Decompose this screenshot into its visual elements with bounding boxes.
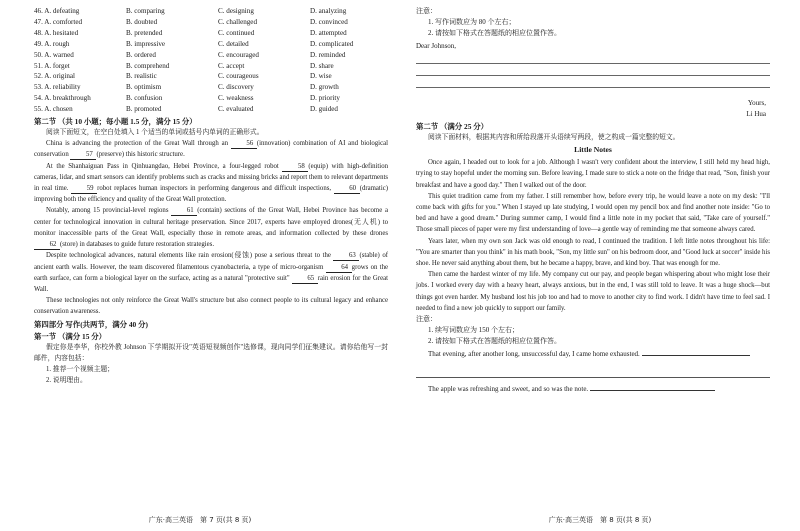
option-q49-b[interactable]: B. impressive <box>126 39 166 48</box>
sign-off: Yours, <box>747 99 766 107</box>
answer-line[interactable] <box>642 347 750 356</box>
writing-instruction: 假定你是李华，你校外教 Johnson 下学期拟开设"英语短视频创作"选修课，现向同学们征集建议。请你给他写一封邮件，内容包括： <box>34 343 388 362</box>
note-item-2: 2. 请按如下格式在答题纸的相应位置作答。 <box>428 29 561 37</box>
story-para: Once again, I headed out to look for a job. Although I wasn't very confident about the interview, I still held my head high, trying to stay hopeful under the morning sun. Before leaving, I made sure to stick a note on the fridge that read, "Son, finish your breakfast and have a good day." Then I walked out of the door. <box>416 159 770 189</box>
blank-61[interactable]: 61 <box>171 206 197 216</box>
passage-para-1: China is advancing the protection of the Great Wall through an 56 (innovation) combination of AI and biological conservation 57 (preserve) this historic structure. <box>34 140 388 159</box>
option-q52-b[interactable]: B. realistic <box>126 72 157 81</box>
story-para: Years later, when my own son Jack was old enough to read, I continued the tradition. I left little notes throughout his life: "You are smarter than you think" in his math book, "Son, my little sun" on his bedroom door, and "Good luck at soccer" inside his shoe. He never said anything about them, but he became a happy, brave, and kind boy. That was enough for me. <box>416 237 770 268</box>
writing-line[interactable] <box>416 52 770 64</box>
continuation-start-2: The apple was refreshing and sweet, and so was the note. <box>416 382 770 395</box>
note-item-1: 1. 写作词数应为 80 个左右； <box>428 18 516 26</box>
option-q51-b[interactable]: B. comprehend <box>126 61 170 70</box>
option-q51-c[interactable]: C. accept <box>218 61 245 70</box>
blank-58[interactable]: 58 <box>282 162 308 172</box>
option-q53-c[interactable]: C. discovery <box>218 83 254 92</box>
option-q50-a[interactable]: 50. A. warned <box>34 50 74 59</box>
blank-64[interactable]: 64 <box>326 263 352 273</box>
note-label: 注意： <box>416 7 437 15</box>
section2-heading: 第二节 （共 10 小题；每小题 1.5 分，满分 15 分） <box>34 117 197 127</box>
option-q55-d[interactable]: D. guided <box>310 105 338 114</box>
right-page <box>400 0 800 531</box>
options-grid <box>34 6 388 115</box>
answer-line[interactable] <box>590 382 715 391</box>
blank-56[interactable]: 56 <box>231 139 257 149</box>
blank-63[interactable]: 63 <box>333 251 359 261</box>
passage-para-5: These technologies not only reinforce the Great Wall's structure but also connect people to its cultural legacy and enhance conservation awareness. <box>34 297 388 316</box>
blank-59[interactable]: 59 <box>71 184 97 194</box>
writing-line[interactable] <box>416 366 770 378</box>
blank-65[interactable]: 65 <box>292 274 318 284</box>
page-footer-left: 广东·高三英语 第 7 页(共 8 页) <box>148 516 252 524</box>
continuation-start-1: That evening, after another long, unsuccessful day, I came home exhausted. <box>416 347 770 360</box>
option-q50-d[interactable]: D. reminded <box>310 50 346 59</box>
option-q55-c[interactable]: C. evaluated <box>218 105 254 114</box>
writing-point-2: 2. 说明理由。 <box>46 377 87 385</box>
part4-section1-heading: 第一节 （满分 15 分） <box>34 331 107 341</box>
option-q48-a[interactable]: 48. A. hesitated <box>34 28 79 37</box>
option-q55-b[interactable]: B. promoted <box>126 105 162 114</box>
option-q47-d[interactable]: D. convinced <box>310 17 348 26</box>
option-q55-a[interactable]: 55. A. chosen <box>34 105 73 114</box>
option-q54-b[interactable]: B. confusion <box>126 94 163 103</box>
option-q50-b[interactable]: B. ordered <box>126 50 156 59</box>
section2-heading-right: 第二节 （满分 25 分） <box>416 122 489 131</box>
blank-57[interactable]: 57 <box>70 150 96 160</box>
option-q53-d[interactable]: D. growth <box>310 83 339 92</box>
option-q47-b[interactable]: B. doubted <box>126 17 158 26</box>
option-q46-b[interactable]: B. comparing <box>126 7 165 15</box>
writing-point-1: 1. 推荐一个视频主题； <box>46 365 114 373</box>
story-title: Little Notes <box>574 145 612 155</box>
option-q48-d[interactable]: D. attempted <box>310 28 347 37</box>
passage-para-3: Notably, among 15 provincial-level regions 61 (contain) sections of the Great Wall, Hebei Province has become a center for technological innovation in cultural heritage preservation. Since 2017, experts have employed drones(无人机) to monitor inaccessible parts of the Great Wall, especially those in remote areas, and information collected by these drones 62 (store) in databases to guide future restoration strategies. <box>34 207 389 249</box>
option-q49-a[interactable]: 49. A. rough <box>34 39 70 48</box>
note2-item-1: 1. 续写词数应为 150 个左右； <box>428 326 519 335</box>
option-q51-a[interactable]: 51. A. forget <box>34 61 70 70</box>
option-q46-c[interactable]: C. designing <box>218 7 254 15</box>
part4-heading: 第四部分 写作(共两节，满分 40 分) <box>34 319 148 329</box>
option-q47-c[interactable]: C. challenged <box>218 17 258 26</box>
writing-line[interactable] <box>416 76 770 88</box>
note2-item-2: 2. 请按如下格式在答题纸的相应位置作答。 <box>428 337 561 346</box>
option-q49-c[interactable]: C. detailed <box>218 39 249 48</box>
option-q54-d[interactable]: D. priority <box>310 94 340 103</box>
signature-name: Li Hua <box>746 110 766 118</box>
option-q54-c[interactable]: C. weakness <box>218 94 254 103</box>
option-q53-a[interactable]: 53. A. reliability <box>34 83 81 92</box>
option-q52-a[interactable]: 52. A. original <box>34 72 75 81</box>
passage-para-4: Despite technological advances, natural elements like rain erosion(侵蚀) pose a serious threat to the 63 (stable) of ancient earth walls. However, the team discovered filamentous cyanobacteria, a type of micro-organism 64 grows on the earth surface, can form a biological layer on the surface, acting as a natural "protective suit" 65 rain erosion for the Great Wall. <box>34 252 388 293</box>
note2-label: 注意： <box>416 315 437 324</box>
option-q47-a[interactable]: 47. A. comforted <box>34 17 83 26</box>
continuation-instruction: 阅读下面材料，根据其内容和所给段落开头语续写两段，使之构成一篇完整的短文。 <box>428 134 680 141</box>
option-q52-d[interactable]: D. wise <box>310 72 332 81</box>
option-q52-c[interactable]: C. courageous <box>218 72 259 81</box>
section2-instruction: 阅读下面短文，在空白处填入 1 个适当的单词或括号内单词的正确形式。 <box>46 129 264 137</box>
writing-line[interactable] <box>416 64 770 76</box>
option-q51-d[interactable]: D. share <box>310 61 334 70</box>
option-q48-c[interactable]: C. continued <box>218 28 255 37</box>
option-q46-d[interactable]: D. analyzing <box>310 7 347 15</box>
email-greeting: Dear Johnson, <box>416 42 457 50</box>
option-q50-c[interactable]: C. encouraged <box>218 50 259 59</box>
option-q49-d[interactable]: D. complicated <box>310 39 354 48</box>
option-q46-a[interactable]: 46. A. defeating <box>34 7 80 15</box>
passage-para-2: At the Shanhaiguan Pass in Qinhuangdao, Hebei Province, a four-legged robot 58 (equip) with high-definition cameras, lidar, and smart sensors can identify problems such as cracks and missing bricks and report them to relevant departments in real time. 59 robot replaces human inspectors in performing dangerous and difficult inspections, 60 (dramatic) improving both the efficiency and quality of the Great Wall protection. <box>34 162 389 204</box>
option-q48-b[interactable]: B. pretended <box>126 28 163 37</box>
page-footer-right: 广东·高三英语 第 8 页(共 8 页) <box>548 516 652 524</box>
option-q54-a[interactable]: 54. A. breakthrough <box>34 94 91 103</box>
blank-60[interactable]: 60 <box>334 184 360 194</box>
blank-62[interactable]: 62 <box>34 240 60 250</box>
story-para: This quiet tradition came from my father. I still remember how, before every trip, he would leave a note on my desk: "I'll come back with gifts for you." When I stayed up late studying, I would open my pencil box and find another note inside: "Go to bed and have a good dream." During summer camp, I would find a little note in my pocket that said, "Take care of yourself." Those small pieces of paper were my first understanding of love—a gentle way of reminding me that someone always cared. <box>416 192 770 234</box>
option-q53-b[interactable]: B. optimism <box>126 83 162 92</box>
story-para: Then came the hardest winter of my life. My company cut our pay, and people began whispering about who might lose their jobs. I worked every day with a heavy heart, always anxious, but in the end, I was still told to leave. It was a huge shock—but things got even harder. My husband lost his job too and had to move to another city to find work. I didn't have time to feel sad. I needed to find a new job quickly to support our family. <box>416 271 770 312</box>
